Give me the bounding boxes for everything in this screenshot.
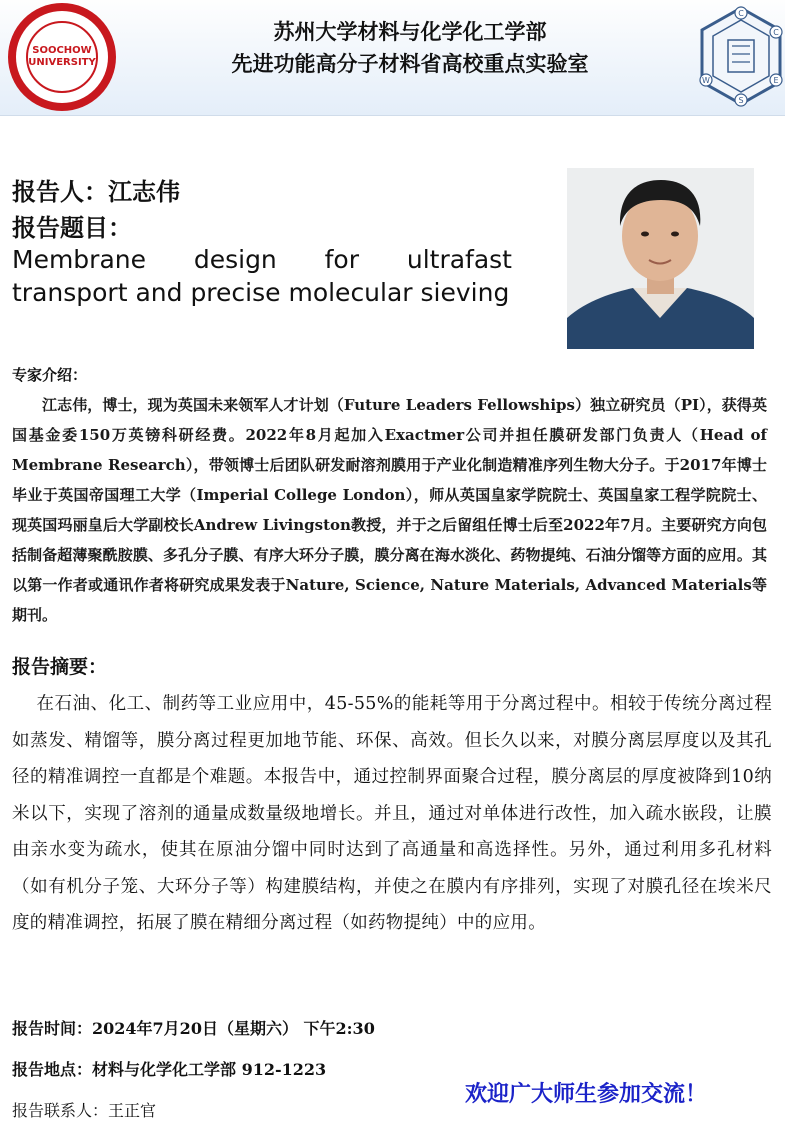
time-label: 报告时间：: [12, 1019, 93, 1038]
abstract-text: 在石油、化工、制药等工业应用中，45-55%的能耗等用于分离过程中。相较于传统分离过程如蒸发、精馏等，膜分离过程更加地节能、环保、高效。但长久以来，对膜分离层厚度以及其孔径的精准调控一直都是个难题。本报告中，通过控制界面聚合过程，膜分离层的厚度被降到10纳米以下，实现了溶剂的通量成数量级地增长。并且，通过对单体进行改性，加入疏水嵌段，让膜由亲水变为疏水，使其在原油分馏中同时达到了高通量和高选择性。另外，通过利用多孔材料（如有机分子笼、大环分子等）构建膜结构，并使之在膜内有序排列，实现了对膜孔径在埃米尺度的精准调控，拓展了膜在精细分离过程（如药物提纯）中的应用。: [12, 694, 772, 933]
lab-logo-letter: E: [773, 76, 779, 85]
welcome-banner: 欢迎广大师生参加交流！: [465, 1082, 708, 1107]
lab-logo-letter: C: [738, 9, 744, 18]
topic-label: 报告题目：: [12, 214, 132, 242]
expert-label: 专家介绍：: [12, 366, 88, 384]
speaker-name: 江志伟: [108, 178, 180, 206]
lab-logo-letter: W: [702, 76, 710, 85]
report-place: [12, 1057, 326, 1080]
expert-bio: 江志伟，博士，现为英国未来领军人才计划（Future Leaders Fellowships）独立研究员（PI），获得英国基金委150万英镑科研经费。2022年8月起加入Exactmer公司并担任膜研发部门负责人（Head of Membrane Research），带领博士后团队研发耐溶剂膜用于产业化制造精准序列生物大分子。于2017年博士毕业于英国帝国理工大学（Imperial College London），师从英国皇家学院院士、英国皇家工程学院院士、现英国玛丽皇后大学副校长Andrew Livingston教授，并于之后留组任博士后至2022年7月。主要研究方向包括制备超薄聚酰胺膜、多孔分子膜、有序大环分子膜，膜分离在海水淡化、药物提纯、石油分馏等方面的应用。其以第一作者或通讯作者将研究成果发表于Nature, Science, Nature Materials, Advanced Materials等期刊。: [12, 396, 767, 624]
contact-label: 报告联系人：: [12, 1101, 109, 1120]
place-label: 报告地点：: [12, 1060, 93, 1079]
speaker-line: [12, 172, 180, 207]
time-value: 2024年7月20日（星期六） 下午2:30: [92, 1019, 375, 1038]
university-seal-logo: [8, 3, 116, 111]
topic-title: Membrane design for ultrafast transport and precise molecular sieving: [12, 245, 512, 307]
lab-logo-letter: S: [738, 96, 744, 105]
report-time: [12, 1016, 375, 1039]
speaker-photo: [567, 168, 754, 349]
place-value: 材料与化学化工学部 912-1223: [92, 1060, 327, 1079]
seal-text: SOOCHOW UNIVERSITY: [28, 45, 96, 68]
header-divider: [0, 115, 785, 116]
abstract-label: 报告摘要：: [12, 656, 108, 678]
lab-logo: [696, 4, 785, 108]
speaker-label: 报告人：: [12, 178, 108, 206]
header-title-line1: 苏州大学材料与化学化工学部: [273, 20, 547, 44]
seal-inner: [26, 21, 98, 93]
header-title-line2: 先进功能高分子材料省高校重点实验室: [231, 52, 589, 76]
contact-value: 王正官: [108, 1101, 157, 1120]
lab-logo-letter: C: [773, 28, 779, 37]
report-contact: [12, 1098, 156, 1121]
